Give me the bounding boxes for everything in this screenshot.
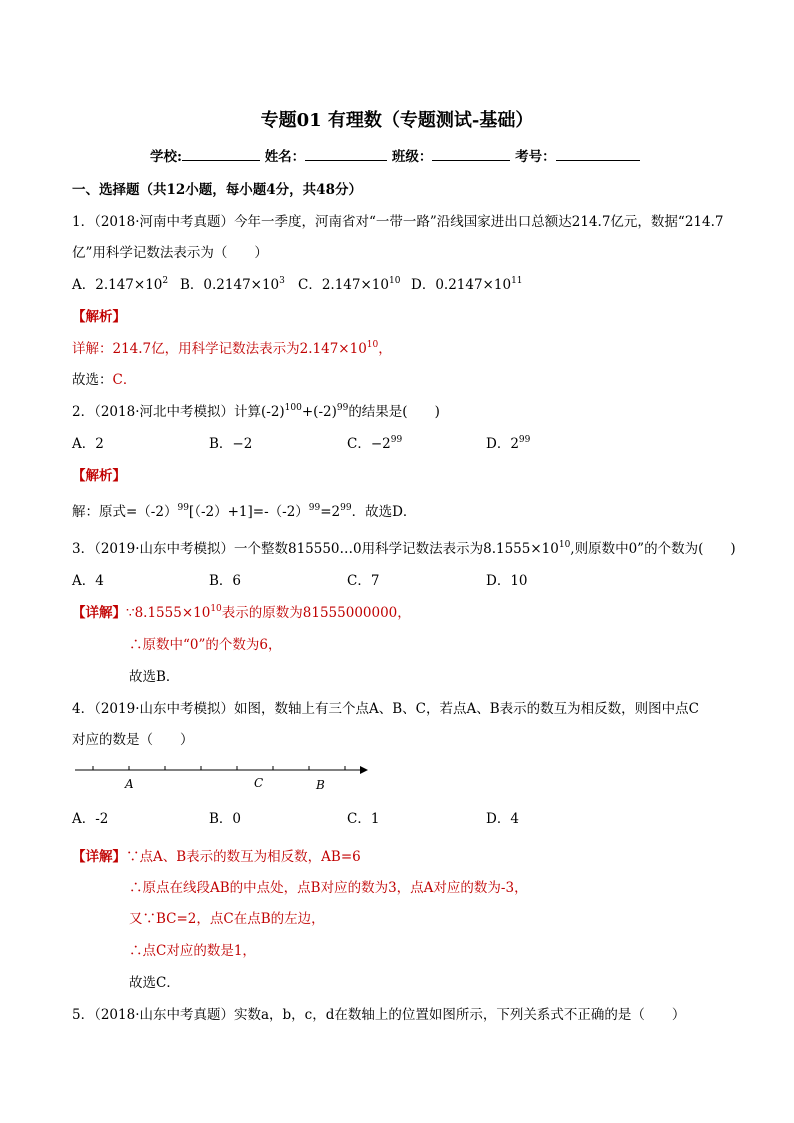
name-blank[interactable] bbox=[305, 146, 387, 161]
q4-option-b: B．0 bbox=[209, 811, 242, 827]
school-label: 学校: bbox=[150, 149, 182, 165]
q1-stem-line1: 1．（2018·河南中考真题）今年一季度，河南省对“一带一路”沿线国家进出口总额达214.7亿元，数据“214.7 bbox=[72, 214, 724, 230]
name-label: 姓名： bbox=[264, 149, 306, 165]
q2-analysis-tag: 【解析】 bbox=[72, 468, 126, 484]
q2-option-b: B．−2 bbox=[209, 436, 253, 452]
q2-stem: 2．（2018·河北中考模拟）计算$(-2)^{100}+(-2)^{99}$的结果是( ) bbox=[72, 403, 440, 420]
axis-label-a: A bbox=[125, 777, 134, 791]
class-blank[interactable] bbox=[432, 146, 510, 161]
q3-detail-line1: 【详解】$\because 8.1555\times 10^{10}$表示的原数为81555000000， bbox=[72, 604, 411, 621]
q1-analysis-tag: 【解析】 bbox=[72, 309, 126, 325]
q4-detail-line1: 【详解】∵点A、B表示的数互为相反数，AB=6 bbox=[72, 849, 361, 865]
q1-option-c: C．$2.147\times 10^{10}$ bbox=[298, 276, 401, 293]
q2-option-a: A．2 bbox=[72, 436, 104, 452]
class-label: 班级： bbox=[391, 149, 433, 165]
q1-stem-line2: 亿”用科学记数法表示为（ ） bbox=[72, 245, 268, 261]
student-info-line bbox=[150, 145, 640, 165]
page-title: 专题01 有理数（专题测试-基础） bbox=[260, 110, 534, 131]
axis-label-b: B bbox=[316, 778, 325, 792]
q1-option-b: B．$0.2147\times 10^3$ bbox=[180, 276, 285, 293]
exam-no-blank[interactable] bbox=[556, 146, 640, 161]
q4-detail-line3: 又∵BC=2，点C在点B的左边， bbox=[129, 911, 325, 927]
number-line-figure bbox=[70, 758, 380, 794]
q2-option-d: D．$2^{99}$ bbox=[486, 435, 531, 452]
q2-solution: 解：原式$=(-2)^{99}[(-2)+1]=-(-2)^{99}=2^{99}$．故选D． bbox=[72, 503, 417, 520]
q4-detail-line2: ∴原点在线段AB的中点处，点B对应的数为3，点A对应的数为-3， bbox=[129, 880, 528, 896]
q3-detail-line3: 故选B． bbox=[129, 669, 180, 685]
q4-detail-line5: 故选C． bbox=[129, 975, 180, 991]
section-heading: 一、选择题（共12小题，每小题4分，共48分） bbox=[72, 182, 362, 198]
exam-no-label: 考号： bbox=[515, 149, 556, 165]
q3-option-a: A．4 bbox=[72, 573, 104, 589]
school-blank[interactable] bbox=[182, 146, 260, 161]
q1-option-a: A．$2.147\times 10^2$ bbox=[72, 276, 169, 293]
q1-option-d: D．$0.2147\times 10^{11}$ bbox=[411, 276, 523, 293]
q3-option-c: C．7 bbox=[347, 573, 380, 589]
q5-stem-line1: 5．（2018·山东中考真题）实数a，b，c，d在数轴上的位置如图所示，下列关系式不正确的是（ ） bbox=[72, 1007, 686, 1023]
q2-option-c: C．$-2^{99}$ bbox=[347, 435, 403, 452]
q4-stem-line1: 4．（2019·山东中考模拟）如图，数轴上有三个点A、B、C，若点A、B表示的数互为相反数，则图中点C bbox=[72, 701, 699, 717]
q4-stem-line2: 对应的数是（ ） bbox=[72, 732, 194, 748]
q1-answer: 故选：C． bbox=[72, 372, 137, 388]
q1-detail: 详解：214.7亿，用科学记数法表示为$2.147\times 10^{10}$， bbox=[72, 340, 392, 357]
axis-arrow-icon bbox=[360, 766, 368, 774]
q4-option-a: A．-2 bbox=[72, 811, 109, 827]
axis-label-c: C bbox=[254, 776, 264, 790]
q4-detail-line4: ∴点C对应的数是1， bbox=[129, 943, 256, 959]
q3-stem: 3．（2019·山东中考模拟）一个整数815550…0用科学记数法表示为$8.1555\times 10^{10}$,则原数中0”的个数为( ) bbox=[72, 540, 736, 557]
q3-option-d: D．10 bbox=[486, 573, 528, 589]
q3-detail-line2: ∴原数中“0”的个数为6， bbox=[129, 637, 282, 653]
q4-option-d: D．4 bbox=[486, 811, 519, 827]
q4-option-c: C．1 bbox=[347, 811, 380, 827]
q3-option-b: B．6 bbox=[209, 573, 242, 589]
